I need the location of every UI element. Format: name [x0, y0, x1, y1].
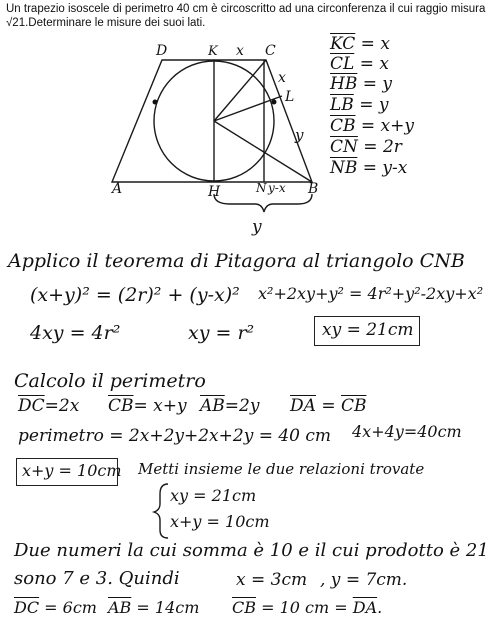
conclusion-line-2: sono 7 e 3. Quindi [14, 568, 180, 589]
equation-expanded: x²+2xy+y² = 4r²+y²-2xy+x² [258, 284, 484, 303]
def-hb: $\overline{HB} = y$ [330, 74, 392, 94]
final-cb-da: $\overline{CB} = 10$ cm = $\overline{DA}$. [232, 598, 383, 617]
label-x-side: x [278, 70, 286, 86]
system-line-2: x+y = 10cm [170, 512, 270, 531]
label-y-minus-x: y-x [268, 181, 286, 195]
label-x-top: x [236, 43, 244, 59]
problem-line-1: Un trapezio isoscele di perimetro 40 cm è circoscritto ad una circonferenza il cui raggio misura [6, 3, 486, 15]
label-a: A [112, 181, 123, 197]
sum-result: x+y = 10cm [22, 461, 122, 480]
relation-da: $\overline{DA} = \overline{CB}$ [290, 396, 367, 416]
def-nb: $\overline{NB} = y-x$ [330, 158, 408, 178]
def-cn: $\overline{CN} = 2r$ [330, 137, 402, 157]
label-y-side: y [295, 126, 304, 144]
conclusion-line-1: Due numeri la cui somma è 10 e il cui prodotto è 21 [14, 540, 489, 561]
system-brace [154, 484, 168, 538]
tangent-point-right [272, 100, 277, 105]
def-lb: $\overline{LB} = y$ [330, 95, 389, 115]
trapezoid-figure [0, 0, 500, 250]
def-kc: $\overline{KC} = x$ [330, 34, 390, 54]
tangent-point-left [153, 100, 158, 105]
equation-pythagoras: (x+y)² = (2r)² + (y-x)² [30, 284, 240, 306]
label-y-brace: y [252, 217, 262, 237]
label-k: K [208, 44, 218, 59]
system-heading: Metti insieme le due relazioni trovate [138, 460, 425, 478]
perimeter-heading: Calcolo il perimetro [14, 370, 206, 392]
def-cl: $\overline{CL} = x$ [330, 54, 389, 74]
label-c: C [265, 43, 276, 59]
conclusion-y: , y = 7cm. [320, 570, 408, 590]
def-cb: $\overline{CB} = x+y$ [330, 116, 414, 136]
xy-result: xy = 21cm [322, 320, 414, 340]
label-d: D [156, 43, 168, 59]
relation-dc: $\overline{DC}=2x$ [18, 396, 80, 416]
label-h: H [208, 184, 221, 200]
label-n: N [256, 181, 267, 195]
relation-ab: $\overline{AB}=2y$ [200, 396, 260, 416]
problem-line-2: √21.Determinare le misure dei suoi lati. [6, 17, 206, 29]
conclusion-x: x = 3cm [236, 570, 308, 590]
final-ab: $\overline{AB} = 14cm$ [108, 598, 200, 617]
perimeter-equation: perimetro = 2x+2y+2x+2y = 40 cm [18, 426, 332, 446]
equation-xy-r2: xy = r² [188, 322, 255, 344]
pythagoras-heading: Applico il teorema di Pitagora al triangolo CNB [8, 250, 465, 272]
system-line-1: xy = 21cm [170, 486, 257, 505]
label-l: L [285, 89, 295, 105]
brace-hb [214, 194, 312, 212]
final-dc: $\overline{DC} = 6cm$ [14, 598, 97, 617]
equation-4xy: 4xy = 4r² [30, 322, 121, 344]
perimeter-simplified: 4x+4y=40cm [352, 422, 462, 441]
relation-cb: $\overline{CB}= x+y$ [108, 396, 187, 416]
label-b: B [308, 181, 319, 197]
